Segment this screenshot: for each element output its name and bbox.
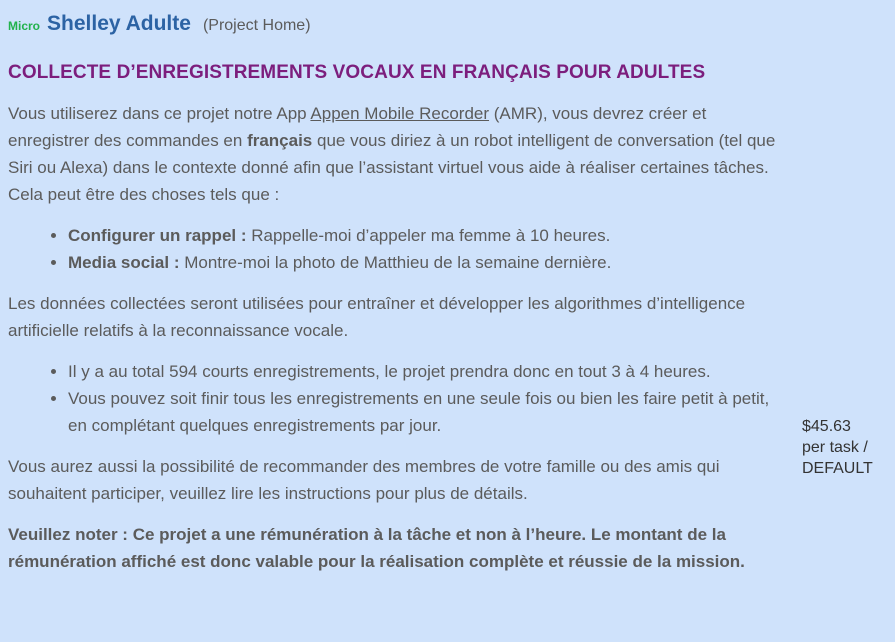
list-item: • Il y a au total 594 courts enregistrements, le projet prendra donc en tout 3 à 4 heures. (68, 358, 783, 385)
price-per-task: per task / (802, 439, 868, 456)
example-label: Configurer un rappel : (68, 226, 247, 245)
intro-paragraph (8, 100, 783, 208)
project-header (8, 10, 311, 42)
price-amount: $45.63 (802, 418, 851, 435)
project-description (8, 58, 783, 589)
list-item (68, 222, 783, 249)
intro-text-1: Vous utiliserez dans ce projet notre App (8, 104, 311, 123)
data-usage-paragraph: Les données collectées seront utilisées pour entraîner et développer les algorithmes d’intelligence artificielle relatifs à la reconnaissance vocale. (8, 294, 746, 340)
referral-paragraph: Vous aurez aussi la possibilité de recommander des membres de votre famille ou des amis qui souhaitent participer, veuillez lire les instructions pour plus de détails. (8, 457, 720, 503)
task-price (802, 416, 892, 479)
amr-app-link[interactable]: Appen Mobile Recorder (310, 104, 490, 123)
payment-note: Veuillez noter : Ce projet a une rémunération à la tâche et non à l’heure. Le montant de la rémunération affiché est donc valable pour la réalisation complète et réussie de la mission. (8, 525, 745, 571)
project-home-link[interactable]: (Project Home) (202, 17, 311, 34)
project-name[interactable]: Shelley Adulte (47, 12, 191, 35)
examples-list (8, 222, 783, 276)
list-item (68, 249, 783, 276)
example-label: Media social : (68, 253, 180, 272)
intro-text-2: (AMR), vous devrez créer et enregistrer des commandes en (8, 104, 707, 150)
intro-bold-language: français (247, 131, 313, 150)
micro-badge: Micro (8, 19, 41, 33)
price-tier: DEFAULT (802, 460, 873, 477)
example-text: Rappelle-moi d’appeler ma femme à 10 heures. (246, 226, 611, 245)
list-item: • Vous pouvez soit finir tous les enregistrements en une seule fois ou bien les faire petit à petit, en complétant quelques enregistrements par jour. (68, 385, 783, 439)
details-list (8, 358, 783, 439)
page-title: COLLECTE D’ENREGISTREMENTS VOCAUX EN FRANÇAIS POUR ADULTES (8, 62, 706, 83)
intro-text-3: que vous diriez à un robot intelligent de conversation (tel que Siri ou Alexa) dans le contexte donné afin que l’assistant virtuel vous aide à réaliser certaines tâches. Cela peut être des choses tels que : (8, 131, 776, 204)
example-text: Montre-moi la photo de Matthieu de la semaine dernière. (179, 253, 612, 272)
